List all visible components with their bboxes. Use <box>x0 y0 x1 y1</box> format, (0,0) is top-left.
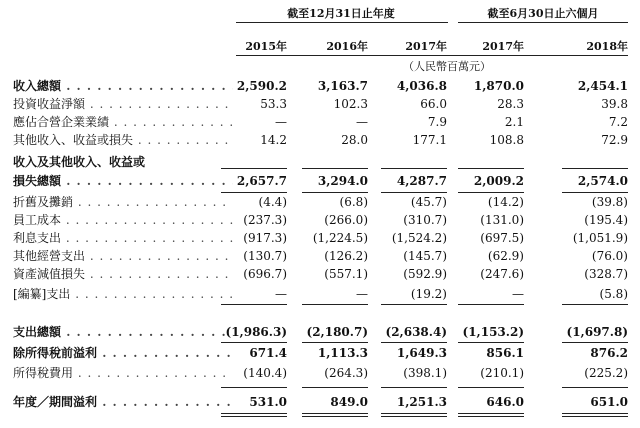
cell-fy2015: 53.3 <box>260 97 287 111</box>
year-header-fy2015: 2015年 <box>245 40 287 53</box>
row-label: 其他經營支出 . . . <box>13 247 233 265</box>
cell-fy2015: (696.7) <box>243 267 287 281</box>
header-rule-year <box>236 22 448 23</box>
cell-fy2016: (264.3) <box>324 366 368 380</box>
cell-h1-2018: (5.8) <box>599 287 628 301</box>
cell-fy2016: (557.1) <box>324 267 368 281</box>
cell-h1-2018: (76.0) <box>591 249 628 263</box>
header-period-halfyear: 截至6月30日止六個月 <box>487 7 599 20</box>
cell-h1-2018: (39.8) <box>591 195 628 209</box>
cell-fy2017: (592.9) <box>403 267 447 281</box>
cell-fy2016: (266.0) <box>324 213 368 227</box>
rule-above-expense-total <box>302 304 368 305</box>
cell-fy2015: (130.7) <box>243 249 287 263</box>
table-row <box>0 285 640 303</box>
cell-h1-2017: 2.1 <box>504 115 524 129</box>
cell-fy2015: 2,657.7 <box>236 174 287 188</box>
cell-h1-2018: (328.7) <box>584 267 628 281</box>
double-rule-bottom <box>381 416 447 417</box>
rule-above-profit <box>458 387 524 388</box>
table-row <box>0 211 640 229</box>
cell-fy2016: (1,224.5) <box>312 231 368 245</box>
header-period-year: 截至12月31日止年度 <box>287 7 395 20</box>
cell-h1-2017: (131.0) <box>480 213 524 227</box>
row-label: 其他收入、收益或損失 . . . <box>13 131 233 149</box>
cell-fy2017: (145.7) <box>403 249 447 263</box>
cell-fy2015: 531.0 <box>249 395 287 409</box>
cell-fy2015: 14.2 <box>260 133 287 147</box>
double-rule-bottom <box>302 416 368 417</box>
cell-fy2017: 66.0 <box>420 97 447 111</box>
rule-below-subtotal <box>458 192 524 193</box>
row-label: 投資收益淨額 . . . <box>13 95 233 113</box>
row-label: 應佔合營企業業績 . . . <box>13 113 233 131</box>
cell-fy2016: — <box>356 287 368 301</box>
cell-h1-2017: 646.0 <box>486 395 524 409</box>
cell-fy2015: — <box>275 115 287 129</box>
rule-below-expense-total <box>381 342 447 343</box>
cell-h1-2017: (1,153.2) <box>462 325 524 339</box>
double-rule-top <box>381 413 447 414</box>
rule-below-expense-total <box>221 342 287 343</box>
cell-fy2016: 3,163.7 <box>317 79 368 93</box>
cell-h1-2018: 72.9 <box>601 133 628 147</box>
rule-above-profit <box>381 387 447 388</box>
table-row <box>0 393 640 411</box>
cell-h1-2018: 2,454.1 <box>577 79 628 93</box>
cell-fy2016: 849.0 <box>330 395 368 409</box>
table-row <box>0 95 640 113</box>
rule-above-expense-total <box>381 304 447 305</box>
cell-h1-2018: 7.2 <box>608 115 628 129</box>
double-rule-top <box>302 413 368 414</box>
table-row <box>0 77 640 95</box>
table-row <box>0 247 640 265</box>
cell-fy2017: (398.1) <box>403 366 447 380</box>
double-rule-top <box>221 413 287 414</box>
row-label: 損失總額 . . . <box>13 172 233 190</box>
cell-h1-2017: 1,870.0 <box>473 79 524 93</box>
row-label: 資產減值損失 . . . <box>13 265 233 283</box>
cell-fy2017: (2,638.4) <box>385 325 447 339</box>
table-row <box>0 229 640 247</box>
cell-h1-2017: (210.1) <box>480 366 524 380</box>
cell-fy2017: (1,524.2) <box>391 231 447 245</box>
cell-fy2017: 1,649.3 <box>396 346 447 360</box>
year-header-h1-2017: 2017年 <box>482 40 524 53</box>
row-label: 收入總額 . . . <box>13 77 233 95</box>
cell-h1-2018: 39.8 <box>601 97 628 111</box>
rule-above-subtotal <box>562 168 628 169</box>
cell-fy2016: 28.0 <box>341 133 368 147</box>
cell-fy2017: 4,287.7 <box>396 174 447 188</box>
cell-fy2017: (310.7) <box>403 213 447 227</box>
cell-fy2015: (1,986.3) <box>225 325 287 339</box>
row-label: 員工成本 . . . <box>13 211 233 229</box>
row-label: 所得稅費用 . . . <box>13 364 233 382</box>
double-rule-top <box>458 413 524 414</box>
cell-h1-2017: (697.5) <box>480 231 524 245</box>
cell-fy2017: (19.2) <box>410 287 447 301</box>
table-row <box>0 131 640 149</box>
cell-h1-2017: — <box>512 287 524 301</box>
table-row <box>0 265 640 283</box>
unit-label: （人民幣百萬元） <box>403 60 491 73</box>
rule-above-subtotal <box>381 168 447 169</box>
table-row <box>0 172 640 190</box>
rule-above-profit <box>221 387 287 388</box>
rule-below-expense-total <box>458 342 524 343</box>
rule-below-subtotal <box>221 192 287 193</box>
row-label: 收入及其他收入、收益或 <box>13 155 146 169</box>
header-rule-halfyear <box>458 22 628 23</box>
cell-h1-2017: 28.3 <box>497 97 524 111</box>
cell-fy2016: 102.3 <box>333 97 368 111</box>
cell-h1-2018: (1,697.8) <box>566 325 628 339</box>
double-rule-bottom <box>458 416 524 417</box>
year-header-fy2017: 2017年 <box>405 40 447 53</box>
cell-fy2015: (917.3) <box>243 231 287 245</box>
year-header-h1-2018: 2018年 <box>586 40 628 53</box>
cell-fy2015: — <box>275 287 287 301</box>
row-label: 年度／期間溢利 . . . <box>13 393 233 411</box>
cell-fy2016: (6.8) <box>339 195 368 209</box>
double-rule-bottom <box>221 416 287 417</box>
cell-fy2017: (45.7) <box>410 195 447 209</box>
rule-below-subtotal <box>302 192 368 193</box>
cell-h1-2018: (225.2) <box>584 366 628 380</box>
table-row <box>0 344 640 362</box>
row-label: 利息支出 . . . <box>13 229 233 247</box>
rule-below-expense-total <box>562 342 628 343</box>
cell-fy2015: 2,590.2 <box>236 79 287 93</box>
cell-h1-2018: 876.2 <box>590 346 628 360</box>
cell-fy2017: 1,251.3 <box>396 395 447 409</box>
cell-h1-2017: (62.9) <box>487 249 524 263</box>
cell-fy2017: 177.1 <box>412 133 447 147</box>
year-header-fy2016: 2016年 <box>326 40 368 53</box>
rule-below-subtotal <box>562 192 628 193</box>
cell-h1-2017: 856.1 <box>486 346 524 360</box>
cell-h1-2018: 2,574.0 <box>577 174 628 188</box>
rule-below-expense-total <box>302 342 368 343</box>
cell-h1-2017: 2,009.2 <box>473 174 524 188</box>
cell-fy2015: (4.4) <box>258 195 287 209</box>
cell-fy2016: 3,294.0 <box>317 174 368 188</box>
cell-h1-2018: 651.0 <box>590 395 628 409</box>
cell-h1-2017: (247.6) <box>480 267 524 281</box>
cell-fy2015: (140.4) <box>243 366 287 380</box>
rule-above-expense-total <box>458 304 524 305</box>
cell-h1-2017: (14.2) <box>487 195 524 209</box>
cell-h1-2018: (1,051.9) <box>572 231 628 245</box>
table-row <box>0 113 640 131</box>
table-row <box>0 364 640 382</box>
cell-fy2016: — <box>356 115 368 129</box>
cell-fy2015: (237.3) <box>243 213 287 227</box>
cell-fy2015: 671.4 <box>249 346 287 360</box>
row-label: 折舊及攤銷 . . . <box>13 193 233 211</box>
rule-above-expense-total <box>221 304 287 305</box>
row-label: [編纂]支出 . . . <box>13 285 233 303</box>
double-rule-top <box>562 413 628 414</box>
cell-fy2016: (126.2) <box>324 249 368 263</box>
cell-fy2017: 4,036.8 <box>396 79 447 93</box>
cell-fy2016: 1,113.3 <box>317 346 368 360</box>
rule-below-subtotal <box>381 192 447 193</box>
rule-above-expense-total <box>562 304 628 305</box>
cell-h1-2018: (195.4) <box>584 213 628 227</box>
rule-above-profit <box>302 387 368 388</box>
table-row <box>0 323 640 341</box>
double-rule-bottom <box>562 416 628 417</box>
rule-above-profit <box>562 387 628 388</box>
row-label: 支出總額 . . . <box>13 323 233 341</box>
rule-above-subtotal <box>221 168 287 169</box>
header-underline <box>236 55 628 56</box>
cell-fy2017: 7.9 <box>427 115 447 129</box>
table-row <box>0 193 640 211</box>
rule-above-subtotal <box>302 168 368 169</box>
cell-fy2016: (2,180.7) <box>306 325 368 339</box>
row-label: 除所得稅前溢利 . . . <box>13 344 233 362</box>
cell-h1-2017: 108.8 <box>489 133 524 147</box>
rule-above-subtotal <box>458 168 524 169</box>
